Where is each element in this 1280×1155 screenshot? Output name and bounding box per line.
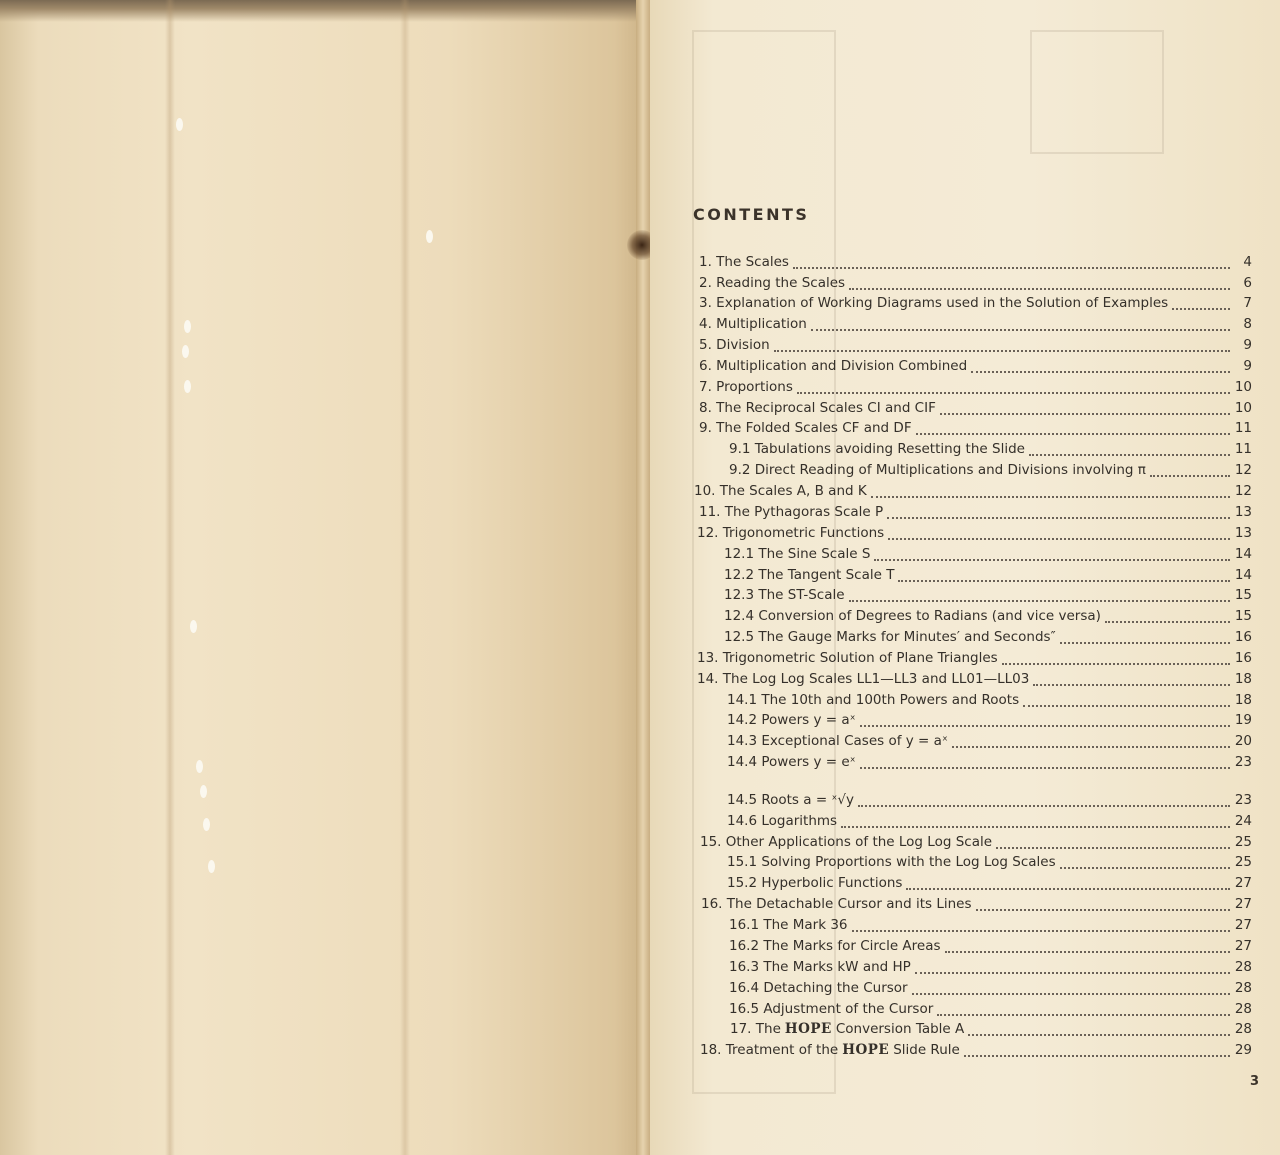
dot-leader	[841, 814, 1230, 828]
paper-hole	[190, 620, 197, 633]
toc-page-number: 9	[1243, 358, 1252, 374]
toc-page-number: 14	[1234, 567, 1252, 583]
toc-page-number: 27	[1234, 938, 1252, 954]
paper-hole	[196, 760, 203, 773]
dot-leader	[1150, 463, 1230, 477]
toc-page-number: 10	[1234, 400, 1252, 416]
toc-page-number: 8	[1243, 316, 1252, 332]
dot-leader	[797, 380, 1230, 394]
dot-leader	[971, 359, 1230, 373]
dot-leader	[860, 713, 1230, 727]
toc-entry	[697, 669, 1252, 689]
toc-page-number: 15	[1234, 587, 1252, 603]
toc-entry	[727, 852, 1252, 872]
brand-name: HOPE	[842, 1042, 890, 1058]
toc-entry	[724, 565, 1252, 585]
toc-entry-label: 16.4 Detaching the Cursor	[729, 980, 908, 996]
toc-entry-label: 12.4 Conversion of Degrees to Radians (and vice versa)	[724, 608, 1101, 624]
toc-entry-label: 6. Multiplication and Division Combined	[699, 358, 968, 374]
toc-entry	[697, 523, 1252, 543]
toc-entry	[699, 356, 1252, 376]
dot-leader	[874, 547, 1230, 561]
toc-entry-label: 3. Explanation of Working Diagrams used in the Solution of Examples	[699, 295, 1169, 311]
dot-leader	[968, 1022, 1230, 1036]
dot-leader	[976, 897, 1231, 911]
toc-page-number: 28	[1234, 1001, 1252, 1017]
toc-entry	[700, 832, 1252, 852]
toc-entry-label: 9.2 Direct Reading of Multiplications and Divisions involving π	[729, 462, 1146, 478]
toc-entry-label: 12.1 The Sine Scale S	[724, 546, 871, 562]
dot-leader	[996, 835, 1230, 849]
toc-entry-label-suffix: Slide Rule	[893, 1042, 960, 1058]
dot-leader	[912, 981, 1230, 995]
toc-entry-label: 1. The Scales	[699, 254, 789, 270]
toc-entry	[727, 873, 1252, 893]
toc-entry-label: 14.6 Logarithms	[727, 813, 838, 829]
toc-entry-label-suffix: Conversion Table A	[835, 1021, 965, 1037]
toc-page-number: 13	[1234, 504, 1252, 520]
page-number: 3	[1250, 1074, 1260, 1089]
toc-page-number: 7	[1243, 295, 1252, 311]
toc-page-number: 16	[1234, 629, 1252, 645]
dot-leader	[1060, 630, 1230, 644]
toc-page-number: 24	[1234, 813, 1252, 829]
dot-leader	[852, 918, 1230, 932]
paper-hole	[208, 860, 215, 873]
toc-page-number: 23	[1234, 754, 1252, 770]
dot-leader	[952, 734, 1230, 748]
toc-entry	[730, 1019, 1252, 1039]
toc-page-number: 27	[1234, 917, 1252, 933]
toc-entry	[699, 273, 1252, 293]
toc-entry	[697, 648, 1252, 668]
toc-page-number: 27	[1234, 896, 1252, 912]
toc-entry	[700, 1040, 1252, 1060]
toc-entry-label: 9.1 Tabulations avoiding Resetting the Slide	[729, 441, 1025, 457]
dot-leader	[871, 484, 1230, 498]
toc-page-number: 20	[1234, 733, 1252, 749]
toc-page-number: 18	[1234, 671, 1252, 687]
toc-page-number: 25	[1234, 854, 1252, 870]
toc-entry-label: 10. The Scales A, B and K	[694, 483, 867, 499]
paper-hole	[184, 380, 191, 393]
toc-page-number: 18	[1234, 692, 1252, 708]
dot-leader	[945, 939, 1230, 953]
toc-page-number: 6	[1243, 275, 1252, 291]
toc-entry	[729, 999, 1252, 1019]
toc-entry	[724, 585, 1252, 605]
toc-entry	[727, 752, 1252, 772]
toc-page-number: 29	[1234, 1042, 1252, 1058]
dot-leader	[888, 526, 1230, 540]
dot-leader	[906, 876, 1230, 890]
toc-page-number: 13	[1234, 525, 1252, 541]
toc-entry	[699, 502, 1252, 522]
toc-entry-label: 5. Division	[699, 337, 770, 353]
dot-leader	[1002, 651, 1230, 665]
toc-entry	[699, 418, 1252, 438]
dot-leader	[937, 1002, 1230, 1016]
toc-page-number: 11	[1234, 441, 1252, 457]
dot-leader	[898, 568, 1230, 582]
toc-entry-label: 16.5 Adjustment of the Cursor	[729, 1001, 934, 1017]
toc-page-number: 15	[1234, 608, 1252, 624]
fold-crease	[400, 0, 410, 1155]
toc-entry	[724, 606, 1252, 626]
toc-entry-label: 11. The Pythagoras Scale P	[699, 504, 884, 520]
dot-leader	[940, 401, 1230, 415]
toc-entry	[694, 481, 1252, 501]
toc-page-number: 9	[1243, 337, 1252, 353]
dot-leader	[1060, 855, 1230, 869]
toc-page-number: 27	[1234, 875, 1252, 891]
toc-entry-label: 14.1 The 10th and 100th Powers and Roots	[727, 692, 1020, 708]
toc-entry	[727, 811, 1252, 831]
paper-hole	[184, 320, 191, 333]
fold-crease	[165, 0, 175, 1155]
toc-entry	[699, 252, 1252, 272]
toc-page-number: 11	[1234, 420, 1252, 436]
brand-name: HOPE	[784, 1021, 832, 1037]
toc-entry-label: 14.2 Powers y = aˣ	[727, 712, 856, 728]
dot-leader	[1105, 609, 1230, 623]
toc-entry	[724, 627, 1252, 647]
toc-entry	[727, 790, 1252, 810]
dot-leader	[774, 338, 1230, 352]
toc-entry-label: 13. Trigonometric Solution of Plane Triangles	[697, 650, 998, 666]
toc-entry	[729, 936, 1252, 956]
toc-page-number: 12	[1234, 462, 1252, 478]
toc-page-number: 19	[1234, 712, 1252, 728]
toc-page-number: 25	[1234, 834, 1252, 850]
paper-hole	[203, 818, 210, 831]
dot-leader	[858, 793, 1230, 807]
dot-leader	[1172, 296, 1230, 310]
toc-entry	[727, 690, 1252, 710]
toc-entry	[699, 314, 1252, 334]
toc-entry-label: 4. Multiplication	[699, 316, 807, 332]
dot-leader	[887, 505, 1230, 519]
toc-entry	[699, 293, 1252, 313]
toc-entry-label: 14.3 Exceptional Cases of y = aˣ	[727, 733, 948, 749]
paper-hole	[182, 345, 189, 358]
toc-entry-label: 7. Proportions	[699, 379, 793, 395]
toc-entry-label: 8. The Reciprocal Scales CI and CIF	[699, 400, 936, 416]
toc-entry	[699, 377, 1252, 397]
dot-leader	[849, 276, 1230, 290]
toc-page-number: 12	[1234, 483, 1252, 499]
toc-page-number: 28	[1234, 959, 1252, 975]
toc-entry	[729, 915, 1252, 935]
toc-page-number: 4	[1243, 254, 1252, 270]
toc-entry	[729, 978, 1252, 998]
dot-leader	[1029, 442, 1230, 456]
dot-leader	[964, 1043, 1230, 1057]
toc-entry	[727, 710, 1252, 730]
toc-entry-label: 9. The Folded Scales CF and DF	[699, 420, 912, 436]
paper-hole	[176, 118, 183, 131]
paper-hole	[200, 785, 207, 798]
toc-entry-label: 15.1 Solving Proportions with the Log Log Scales	[727, 854, 1056, 870]
show-through-illustration	[1030, 30, 1164, 154]
toc-entry-label: 15. Other Applications of the Log Log Scale	[700, 834, 993, 850]
dot-leader	[1023, 693, 1230, 707]
toc-page-number: 28	[1234, 1021, 1252, 1037]
toc-entry-label: 14. The Log Log Scales LL1—LL3 and LL01—LL03	[697, 671, 1030, 687]
toc-entry-label: 12. Trigonometric Functions	[697, 525, 885, 541]
toc-entry	[699, 335, 1252, 355]
toc-page-number: 16	[1234, 650, 1252, 666]
dot-leader	[849, 588, 1230, 602]
binding-spine	[636, 0, 650, 1155]
toc-entry-label: 17. The	[730, 1021, 781, 1037]
toc-entry	[729, 439, 1252, 459]
dot-leader	[1033, 672, 1230, 686]
toc-entry	[701, 894, 1252, 914]
toc-entry-label: 16. The Detachable Cursor and its Lines	[701, 896, 972, 912]
toc-entry-label: 18. Treatment of the	[700, 1042, 839, 1058]
dot-leader	[916, 421, 1230, 435]
toc-entry	[729, 957, 1252, 977]
toc-entry-label: 12.2 The Tangent Scale T	[724, 567, 895, 583]
dot-leader	[793, 255, 1230, 269]
toc-entry	[727, 731, 1252, 751]
toc-entry-label: 14.4 Powers y = eˣ	[727, 754, 856, 770]
toc-entry-label: 2. Reading the Scales	[699, 275, 846, 291]
toc-entry-label: 16.3 The Marks kW and HP	[729, 959, 911, 975]
toc-entry	[724, 544, 1252, 564]
paper-hole	[426, 230, 433, 243]
toc-entry-label: 12.5 The Gauge Marks for Minutes′ and Seconds″	[724, 629, 1056, 645]
toc-entry-label: 15.2 Hyperbolic Functions	[727, 875, 903, 891]
toc-page-number: 23	[1234, 792, 1252, 808]
toc-entry-label: 16.1 The Mark 36	[729, 917, 848, 933]
toc-page-number: 14	[1234, 546, 1252, 562]
toc-entry-label: 12.3 The ST-Scale	[724, 587, 845, 603]
dot-leader	[915, 960, 1230, 974]
toc-entry-label: 16.2 The Marks for Circle Areas	[729, 938, 941, 954]
dot-leader	[811, 317, 1230, 331]
contents-heading: CONTENTS	[693, 205, 810, 224]
toc-entry	[729, 460, 1252, 480]
dot-leader	[860, 755, 1230, 769]
toc-entry-label: 14.5 Roots a = ˣ√y	[727, 792, 855, 808]
toc-entry	[699, 398, 1252, 418]
toc-page-number: 10	[1234, 379, 1252, 395]
toc-page-number: 28	[1234, 980, 1252, 996]
